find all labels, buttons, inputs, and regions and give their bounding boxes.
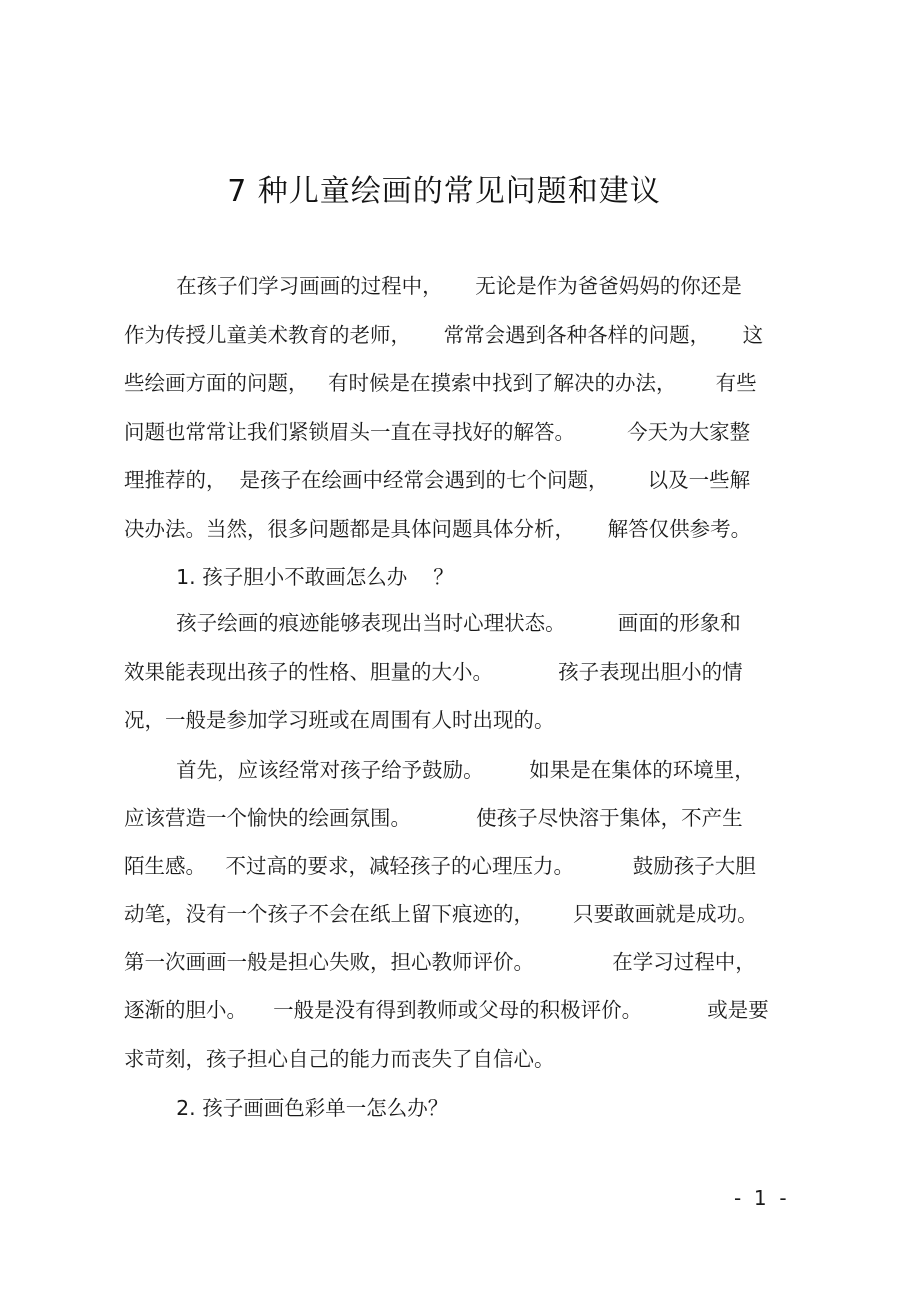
section-heading: 1. 孩子胆小不敢画怎么办 ？ bbox=[124, 565, 454, 589]
paragraph-line: 逐渐的胆小。 一般是没有得到教师或父母的积极评价。 或是要 bbox=[124, 998, 769, 1022]
paragraph-line: 些绘画方面的问题， 有时候是在摸索中找到了解决的办法， 有些 bbox=[124, 371, 757, 395]
paragraph-line: 况，一般是参加学习班或在周围有人时出现的。 bbox=[124, 708, 555, 732]
paragraph-line: 应该营造一个愉快的绘画氛围。 使孩子尽快溶于集体，不产生 bbox=[124, 806, 743, 830]
section-heading: 2. 孩子画画色彩单一怎么办？ bbox=[124, 1096, 449, 1120]
paragraph-line: 求苛刻，孩子担心自己的能力而丧失了自信心。 bbox=[124, 1047, 555, 1071]
paragraph-line: 陌生感。 不过高的要求，减轻孩子的心理压力。 鼓励孩子大胆 bbox=[124, 854, 756, 878]
document-title: 7 种儿童绘画的常见问题和建议 bbox=[227, 174, 661, 209]
paragraph-line: 首先，应该经常对孩子给予鼓励。 如果是在集体的环境里， bbox=[124, 758, 755, 782]
paragraph-line: 问题也常常让我们紧锁眉头一直在寻找好的解答。 今天为大家整 bbox=[124, 420, 751, 444]
paragraph-line: 效果能表现出孩子的性格、胆量的大小。 孩子表现出胆小的情 bbox=[124, 660, 743, 684]
paragraph-line: 作为传授儿童美术教育的老师， 常常会遇到各种各样的问题， 这 bbox=[124, 323, 764, 347]
paragraph-line: 动笔，没有一个孩子不会在纸上留下痕迹的， 只要敢画就是成功。 bbox=[124, 902, 758, 926]
paragraph-line: 决办法。当然，很多问题都是具体问题具体分析， 解答仅供参考。 bbox=[124, 517, 752, 541]
page-number: - 1 - bbox=[734, 1186, 787, 1210]
paragraph-line: 孩子绘画的痕迹能够表现出当时心理状态。 画面的形象和 bbox=[124, 611, 741, 635]
paragraph-line: 第一次画画一般是担心失败，担心教师评价。 在学习过程中， bbox=[124, 950, 756, 974]
paragraph-line: 理推荐的， 是孩子在绘画中经常会遇到的七个问题， 以及一些解 bbox=[124, 468, 751, 492]
paragraph-line: 在孩子们学习画画的过程中， 无论是作为爸爸妈妈的你还是 bbox=[124, 274, 742, 298]
